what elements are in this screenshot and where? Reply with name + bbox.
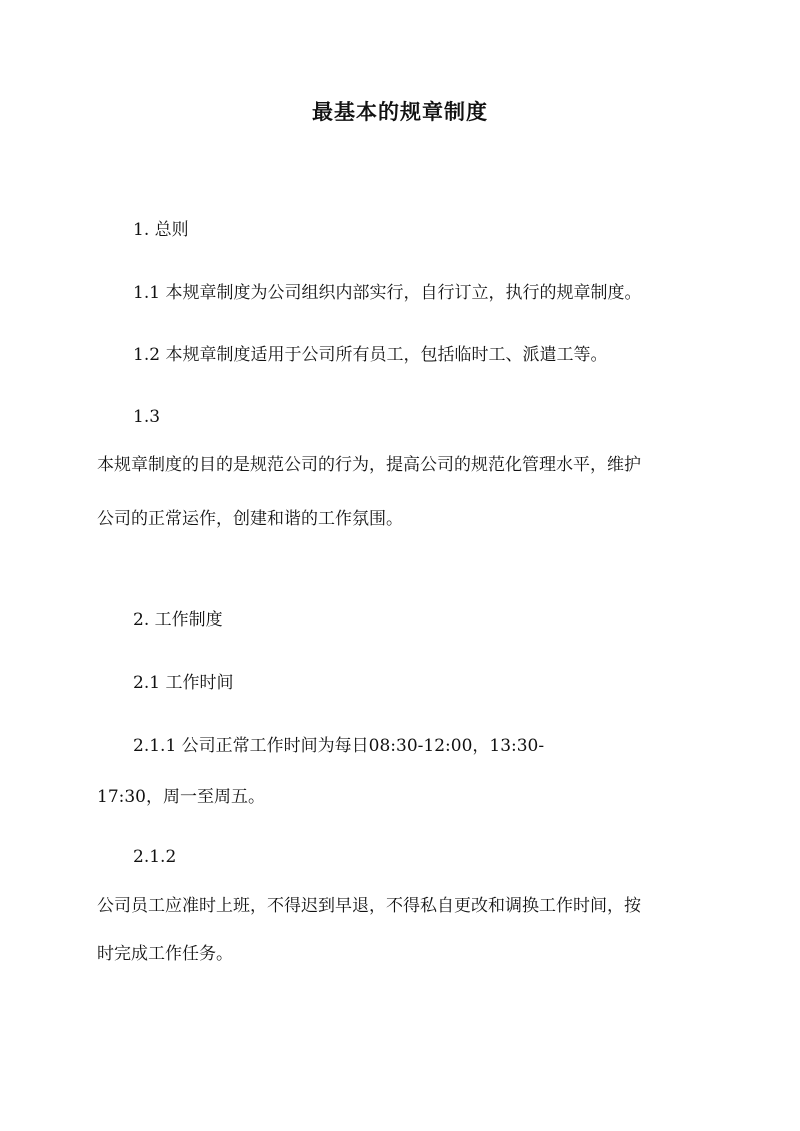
clause-2-1-1-line-1: 2.1.1 公司正常工作时间为每日08:30-12:00，13:30- xyxy=(133,736,545,756)
clause-2-1-2-text-line-2: 时完成工作任务。 xyxy=(97,944,233,964)
section-heading-1: 1. 总则 xyxy=(133,220,189,240)
clause-2-1-2-number: 2.1.2 xyxy=(133,847,177,867)
clause-1-3-number: 1.3 xyxy=(133,407,161,427)
clause-2-1-1-line-2: 17:30，周一至周五。 xyxy=(97,787,265,807)
document-title: 最基本的规章制度 xyxy=(312,99,488,124)
clause-1-2: 1.2 本规章制度适用于公司所有员工，包括临时工、派遣工等。 xyxy=(133,345,608,365)
clause-2-1: 2.1 工作时间 xyxy=(133,673,234,693)
section-heading-2: 2. 工作制度 xyxy=(133,610,223,630)
clause-1-1: 1.1 本规章制度为公司组织内部实行，自行订立，执行的规章制度。 xyxy=(133,283,642,303)
clause-1-3-text-line-1: 本规章制度的目的是规范公司的行为，提高公司的规范化管理水平，维护 xyxy=(97,455,641,475)
clause-1-3-text-line-2: 公司的正常运作，创建和谐的工作氛围。 xyxy=(97,509,403,529)
clause-2-1-2-text-line-1: 公司员工应准时上班，不得迟到早退，不得私自更改和调换工作时间，按 xyxy=(97,896,641,916)
